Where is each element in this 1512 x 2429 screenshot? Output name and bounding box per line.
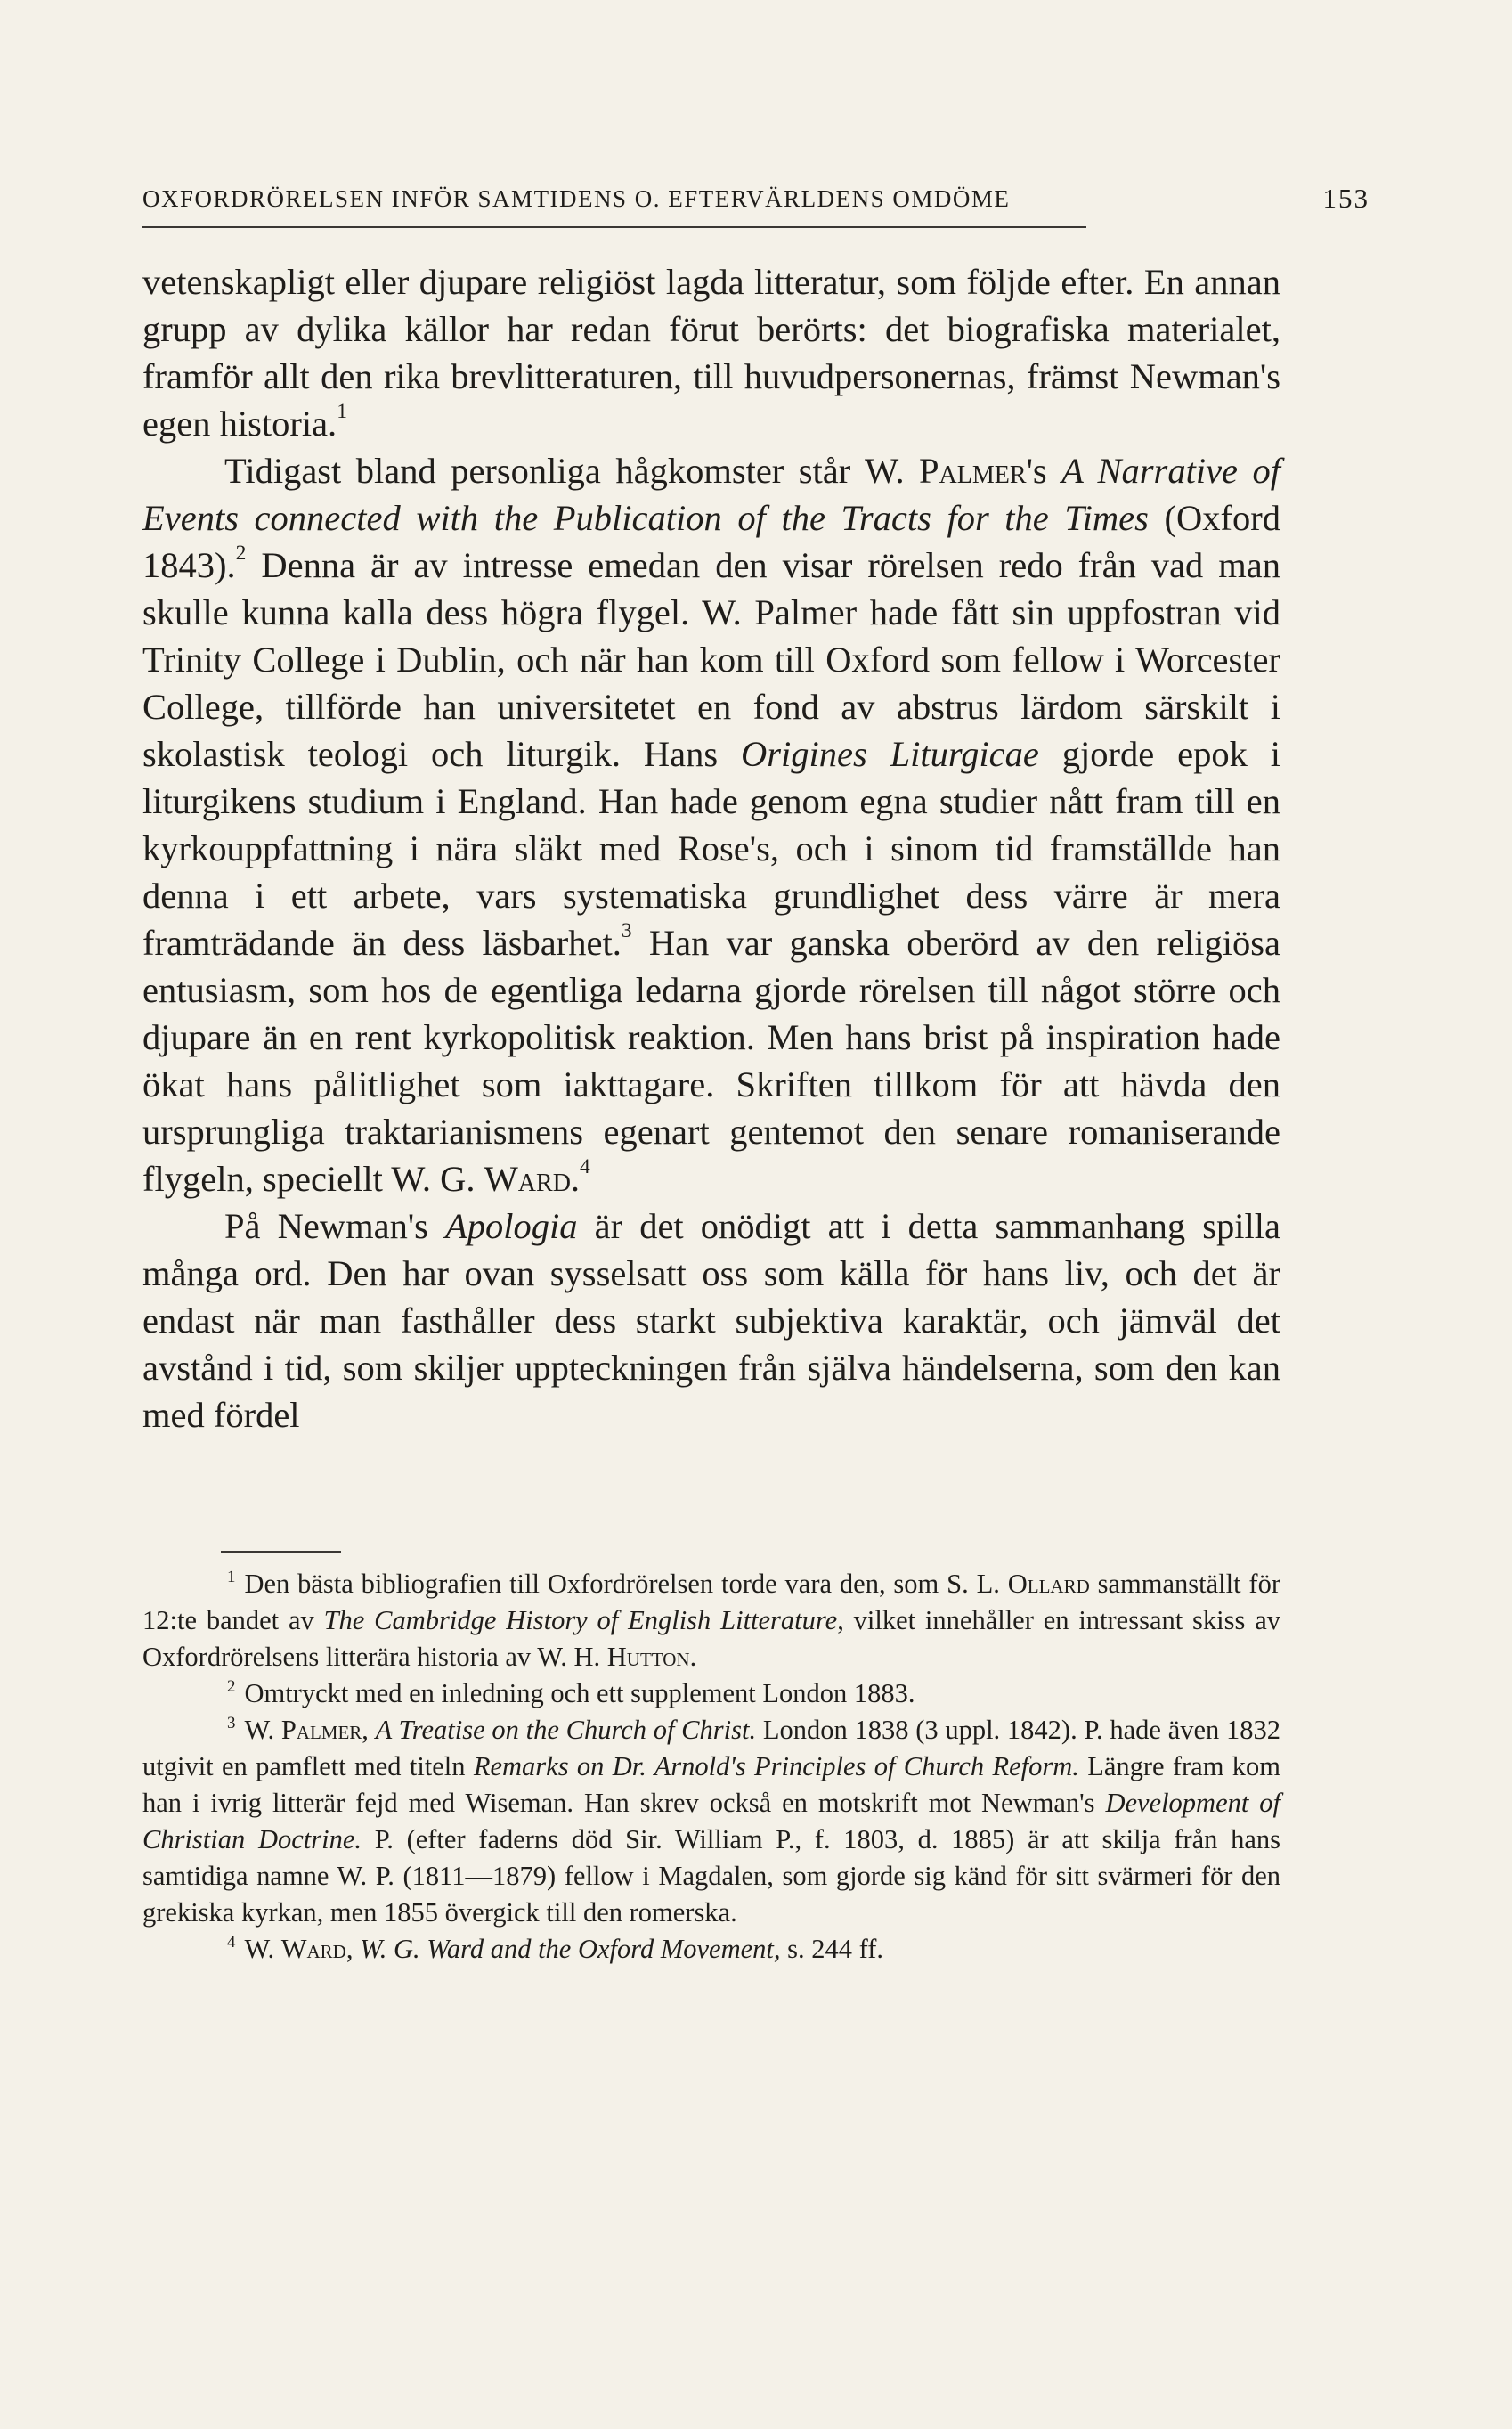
footnotes [142,1566,1280,1968]
book-title: Remarks on Dr. Arnold's Principles of Church Reform. [473,1751,1079,1781]
author-name: Ollard [1007,1569,1090,1599]
header-rule [142,226,1086,228]
book-title: The Cambridge History of English Litterature [323,1605,838,1635]
footnote-marker: 3 [227,1713,236,1732]
footnote-ref-2: 2 [235,542,247,566]
footnote-ref-1: 1 [337,400,347,424]
footnote-marker: 4 [227,1932,236,1952]
footnote-4: $^4$ W. Ward, W. G. Ward and the Oxford Movement, s. 244 ff. [227,1932,884,1964]
book-title: A Treatise on the Church of Christ. [375,1715,757,1745]
book-title: Apologia [445,1206,578,1246]
footnote-3: $^3$ W. Palmer, A Treatise on the Church of Christ. London 1838 (3 uppl. 1842). P. hade även 1832 utgivit en pamflett med titeln Remarks on Dr. Arnold's Principles of Church Reform. Längre fram kom han i ivrig litterär fejd med Wiseman. Han skrev också en motskrift mot Newman's Development of Christian Doctrine. P. (efter faderns död Sir. William P., f. 1803, d. 1885) är att skilja från hans samtidiga namne W. P. (1811—1879) fellow i Magdalen, som gjorde sig känd för sitt svärmeri för den grekiska kyrkan, men 1855 övergick till den romerska. [142,1713,1281,1928]
footnote-2: $^2$ Omtryckt med en inledning och ett supplement London 1883. [227,1676,915,1708]
book-title: W. G. Ward and the Oxford Movement, [360,1934,781,1964]
paragraph-apologia: På Newman's Apologia är det onödigt att i detta sammanhang spilla många ord. Den har ovan sysselsatt oss som källa för hans liv, och det är endast när man fasthåller dess starkt subjektiva karaktär, och jämväl det avstånd i tid, som skiljer uppteckningen från själva händelserna, som den kan med fördel [142,1206,1280,1435]
footnote-1: $^1$ Den bästa bibliografien till Oxfordrörelsen torde vara den, som S. L. Ollard sammanställt för 12:te bandet av The Cambridge History of English Litterature, vilket innehåller en intressant skiss av Oxfordrörelsens litterära historia av W. H. Hutton. [142,1567,1280,1672]
footnote-rule [221,1551,341,1553]
author-name: Ward [484,1159,571,1199]
book-title: Development of Christian Doctrine. [142,1788,1281,1854]
author-name: Palmer [280,1715,362,1745]
book-title: Origines Liturgicae [741,734,1039,774]
paragraph-sources-intro: vetenskapligt eller djupare religiöst lagda litteratur, som följde efter. En annan grupp av dylika källor har redan förut berörts: det biografiska materialet, framför allt den rika brevlitteraturen, till huvudpersonernas, främst Newman's egen historia.$^1$ [142,262,1280,444]
page-number: 153 [1322,183,1370,214]
main-text [142,258,1280,1439]
footnote-marker: 1 [227,1567,236,1586]
book-title: A Narrative of Events connected with the Publication of the Tracts for the Times [142,451,1280,538]
author-name: Ward [280,1934,346,1964]
footnote-ref-4: 4 [580,1155,590,1179]
author-name: Palmer [919,451,1027,491]
footnote-ref-3: 3 [621,919,632,943]
running-title: OXFORDRÖRELSEN INFÖR SAMTIDENS O. EFTERVÄRLDENS OMDÖME [142,185,1011,212]
author-name: Hutton [606,1642,690,1672]
paragraph-palmer: Tidigast bland personliga hågkomster står W. Palmer's A Narrative of Events connected with the Publication of the Tracts for the Times (Oxford 1843).$^2$ Denna är av intresse emedan den visar rörelsen redo från vad man skulle kunna kalla dess högra flygel. W. Palmer hade fått sin uppfostran vid Trinity College i Dublin, och när han kom till Oxford som fellow i Worcester College, tillförde han universitetet en fond av abstrus lärdom särskilt i skolastisk teologi och liturgik. Hans Origines Liturgicae gjorde epok i liturgikens studium i England. Han hade genom egna studier nått fram till en kyrkouppfattning i nära släkt med Rose's, och i sinom tid framställde han denna i ett arbete, vars systematiska grundlighet dess värre är mera framträdande än dess läsbarhet.$^3$ Han var ganska oberörd av den religiösa entusiasm, som hos de egentliga ledarna gjorde rörelsen till något större och djupare än en rent kyrkopolitisk reaktion. Men hans brist på inspiration hade ökat hans pålitlighet som iakttagare. Skriften tillkom för att hävda den ursprungliga traktarianismens egenart gentemot den senare romaniserande flygeln, speciellt W. G. Ward.$^4$ [142,451,1280,1199]
footnote-marker: 2 [227,1676,236,1696]
running-head [142,181,1370,216]
